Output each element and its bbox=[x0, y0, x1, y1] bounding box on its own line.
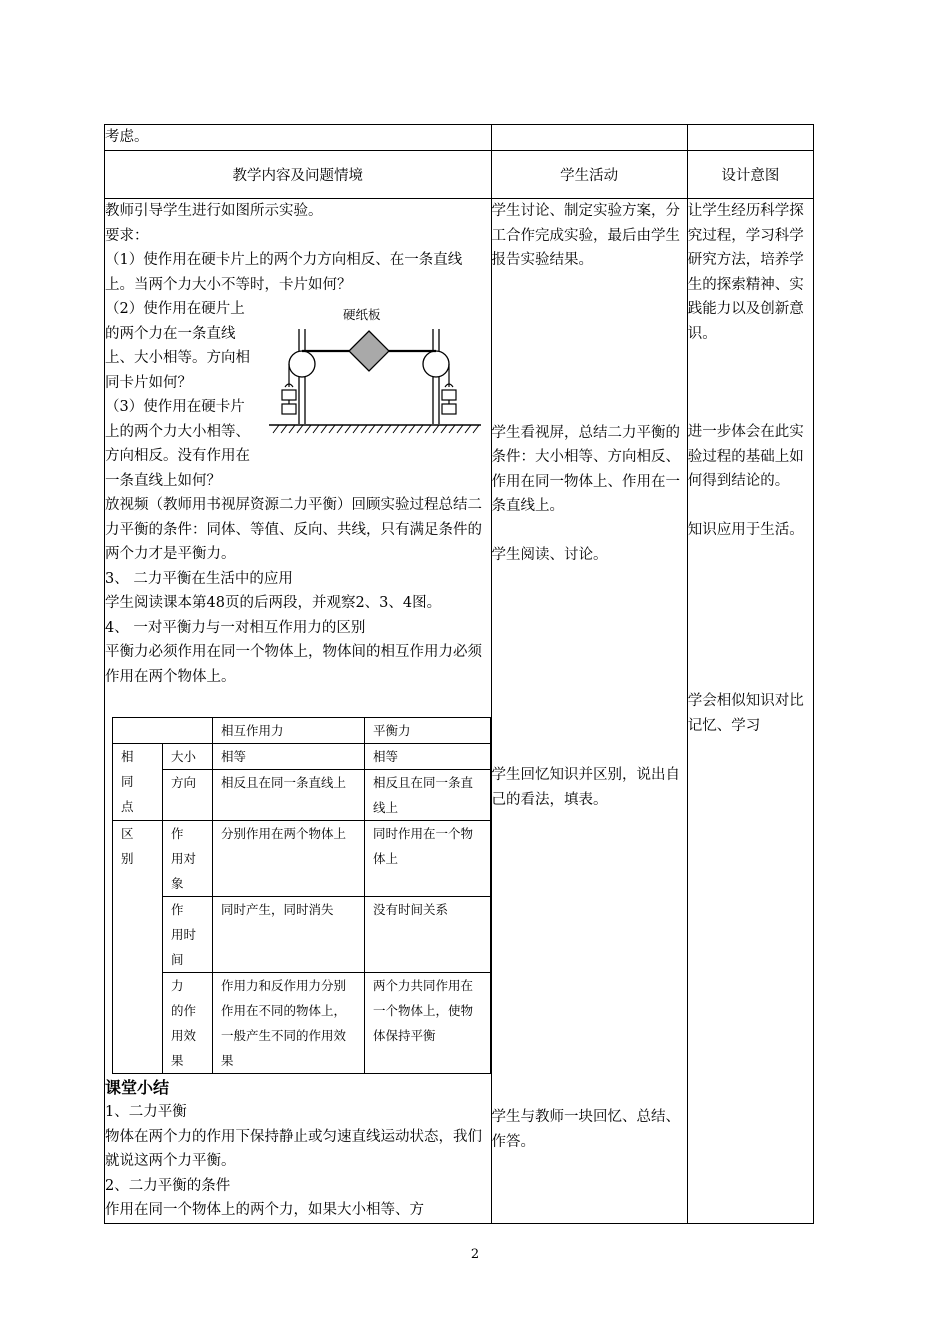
row-label: 作 用时间 bbox=[163, 897, 213, 973]
intent-3: 知识应用于生活。 bbox=[687, 521, 804, 538]
right-weight-bottom bbox=[442, 404, 456, 414]
carry-over-cell bbox=[105, 125, 492, 151]
ground-hatching bbox=[273, 425, 479, 433]
activity-3: 学生阅读、讨论。 bbox=[491, 546, 608, 563]
header-teaching-content: 教学内容及问题情境 bbox=[105, 151, 492, 199]
header-student-activity: 学生活动 bbox=[491, 151, 687, 199]
balance-cell: 没有时间关系 bbox=[365, 897, 491, 973]
comparison-corner-cell bbox=[113, 718, 213, 744]
activity-5: 学生与教师一块回忆、总结、作答。 bbox=[491, 1109, 681, 1150]
group-diff-label: 区 别 bbox=[113, 821, 163, 1074]
group-same-label: 相 同 点 bbox=[113, 744, 163, 821]
balance-cell: 两个力共同作用在一个物体上，使物体保持平衡 bbox=[365, 973, 491, 1074]
header-balance-force: 平衡力 bbox=[365, 718, 491, 744]
comparison-table bbox=[112, 717, 491, 1074]
intent-4: 学会相似知识对比记忆、学习 bbox=[687, 693, 804, 734]
carry-over-empty-cell bbox=[491, 125, 687, 151]
carry-over-text: 考虑。 bbox=[105, 129, 149, 145]
summary-item-2-text: 作用在同一个物体上的两个力，如果大小相等、方 bbox=[105, 1202, 424, 1218]
figure-label: 硬纸板 bbox=[342, 307, 381, 322]
intent-1: 让学生经历科学探究过程，学习科学研究方法，培养学生的探索精神、实践能力以及创新意识。 bbox=[687, 203, 804, 342]
left-weight-top bbox=[282, 390, 296, 400]
mutual-cell: 相等 bbox=[213, 744, 365, 770]
requirement-1: （1）使作用在硬卡片上的两个力方向相反、在一条直线上。当两个力大小不等时，卡片如何？ bbox=[105, 252, 463, 293]
right-weight-top bbox=[442, 390, 456, 400]
student-activity-cell bbox=[491, 199, 687, 1224]
reading-task: 学生阅读课本第48页的后两段，并观察2、3、4图。 bbox=[105, 595, 442, 611]
summary-item-2: 2、二力平衡的条件 bbox=[105, 1177, 231, 1194]
page-number: 2 bbox=[470, 1247, 480, 1262]
carry-over-empty-cell bbox=[687, 125, 813, 151]
experiment-figure bbox=[261, 299, 493, 445]
requirement-3: （3）使作用在硬卡片上的两个力大小相等、方向相反。没有作用在一条直线上如何？ bbox=[105, 399, 250, 489]
mutual-cell: 同时产生，同时消失 bbox=[213, 897, 365, 973]
right-pulley bbox=[423, 351, 449, 377]
summary-item-1: 1、二力平衡 bbox=[105, 1104, 187, 1120]
video-text: 放视频（教师用书视屏资源二力平衡）回顾实验过程总结二力平衡的条件：同体、等值、反向、共线，只有满足条件的两个力才是平衡力。 bbox=[105, 497, 482, 562]
activity-4: 学生回忆知识并区别，说出自己的看法，填表。 bbox=[491, 767, 681, 808]
row-label: 作 用对象 bbox=[163, 821, 213, 897]
requirement-2: （2）使作用在硬片上的两个力在一条直线上、大小相等。方向相同卡片如何？ bbox=[105, 301, 250, 391]
cardboard bbox=[349, 331, 389, 371]
intent-2: 进一步体会在此实验过程的基础上如何得到结论的。 bbox=[687, 424, 804, 489]
header-design-intent: 设计意图 bbox=[687, 151, 813, 199]
balance-cell: 同时作用在一个物体上 bbox=[365, 821, 491, 897]
section-4-heading: 4、 一对平衡力与一对相互作用力的区别 bbox=[105, 619, 366, 636]
mutual-cell: 分别作用在两个物体上 bbox=[213, 821, 365, 897]
section-3-heading: 3、 二力平衡在生活中的应用 bbox=[105, 570, 293, 587]
summary-item-1-text: 物体在两个力的作用下保持静止或匀速直线运动状态，我们就说这两个力平衡。 bbox=[105, 1128, 482, 1169]
activity-1: 学生讨论、制定实验方案，分工合作完成实验，最后由学生报告实验结果。 bbox=[491, 203, 681, 268]
section-4-text: 平衡力必须作用在同一个物体上，物体间的相互作用力必须作用在两个物体上。 bbox=[105, 644, 482, 685]
row-label: 方向 bbox=[163, 770, 213, 821]
lesson-plan-table bbox=[104, 124, 814, 1224]
activity-2: 学生看视屏，总结二力平衡的条件：大小相等、方向相反、作用在同一物体上、作用在一条直线上。 bbox=[491, 424, 681, 514]
summary-title: 课堂小结 bbox=[105, 1078, 170, 1097]
left-weight-bottom bbox=[282, 404, 296, 414]
mutual-cell: 作用力和反作用力分别作用在不同的物体上，一般产生不同的作用效果 bbox=[213, 973, 365, 1074]
teaching-content-cell bbox=[105, 199, 492, 1224]
row-label: 力 的作 用效果 bbox=[163, 973, 213, 1074]
row-label: 大小 bbox=[163, 744, 213, 770]
balance-cell: 相反且在同一条直线上 bbox=[365, 770, 491, 821]
balance-cell: 相等 bbox=[365, 744, 491, 770]
mutual-cell: 相反且在同一条直线上 bbox=[213, 770, 365, 821]
left-pulley bbox=[289, 351, 315, 377]
intro-text: 教师引导学生进行如图所示实验。 bbox=[105, 203, 323, 219]
design-intent-cell bbox=[687, 199, 813, 1224]
cardboard-pulley-diagram bbox=[261, 299, 493, 445]
header-mutual-force: 相互作用力 bbox=[213, 718, 365, 744]
requirements-label: 要求： bbox=[105, 227, 149, 244]
